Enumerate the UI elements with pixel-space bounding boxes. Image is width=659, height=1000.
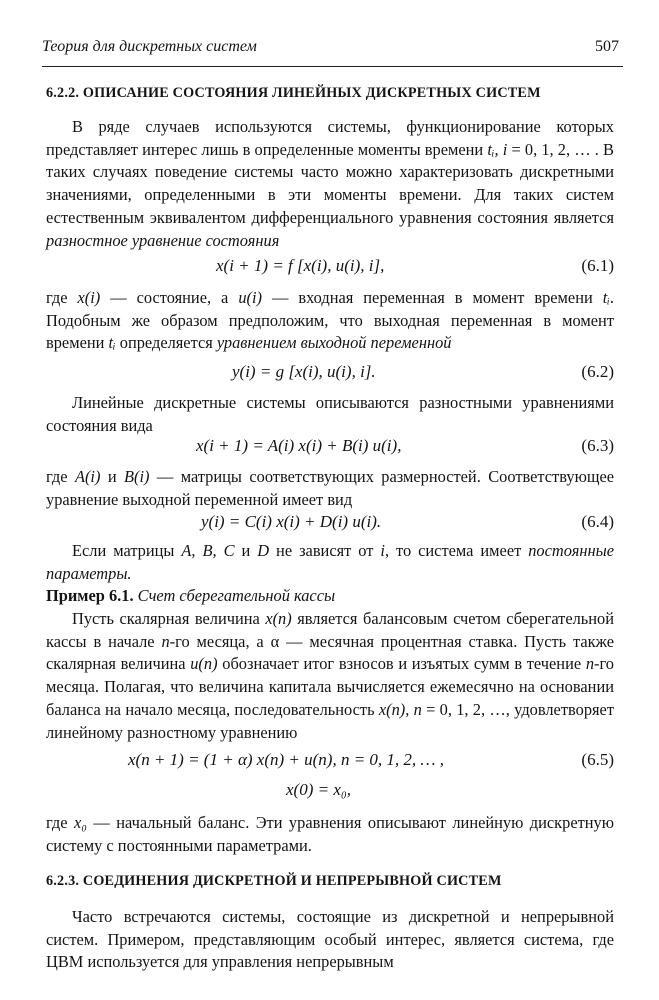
text: где	[46, 467, 75, 486]
symbol: A(i)	[74, 467, 101, 486]
symbol: A, B, C	[181, 541, 235, 560]
symbol: tᵢ	[602, 288, 610, 307]
term-difference-equation: разностное уравнение состояния	[46, 230, 280, 250]
equation-6-3	[46, 436, 614, 460]
section-heading-6-2-2: 6.2.2. ОПИСАНИЕ СОСТОЯНИЯ ЛИНЕЙНЫХ ДИСКРЕТНЫХ СИСТЕМ	[46, 85, 541, 101]
symbol: tᵢ	[108, 333, 116, 353]
symbol: n	[585, 654, 595, 674]
text: , то система имеет	[384, 541, 529, 560]
symbol: x(n), n	[378, 699, 422, 719]
symbol: n	[161, 631, 170, 651]
equation-body: y(i) = C(i) x(i) + D(i) u(i).	[201, 512, 382, 531]
example-heading	[46, 585, 614, 608]
equation-number: (6.3)	[581, 436, 614, 455]
equation-6-4	[46, 512, 614, 536]
equation-6-2	[46, 362, 614, 386]
equation-6-1	[46, 256, 614, 280]
equation-number: (6.1)	[581, 256, 614, 275]
text: = 0, 1, 2, …, удовлетворяет линейному разностному уравнению	[46, 699, 614, 742]
intro-text-cont: = 0, 1, 2, … . В таких случаях поведение системы часто можно характеризовать дискретными значениями, определенными в эти моменты времени. Для таких систем естественным эквивалентом дифференциального уравнения состояния является	[46, 139, 614, 227]
text: не зависят от	[269, 541, 381, 560]
page-number: 507	[595, 38, 619, 55]
intro-text: В ряде случаев используются системы, функционирование которых представляет интерес лишь в определенные моменты времени	[46, 117, 614, 159]
constant-params-paragraph	[46, 540, 614, 585]
matrices-paragraph	[46, 466, 614, 511]
text: обозначает итог взносов и изъятых сумм в течение	[217, 654, 586, 674]
page-header	[42, 36, 623, 67]
symbol: x(n)	[265, 609, 292, 628]
term-constant-params: постоянные параметры.	[46, 541, 614, 583]
example-title: Пример 6.1.	[46, 586, 134, 605]
text: -го месяца. Полагая, что величина капитала вычисляется ежемесячно на основании баланса на начало месяца, последовательность	[46, 654, 614, 719]
initial-condition	[46, 780, 614, 804]
connections-paragraph: Часто встречаются системы, состоящие из дискретной и непрерывной систем. Примером, представляющим особый интерес, является система, где ЦВМ используется для управления непрерывным	[46, 907, 614, 972]
text: . Подобным же образом предположим, что выходная переменная в момент времени	[46, 288, 614, 353]
linear-systems-paragraph: Линейные дискретные системы описываются разностными уравнениями состояния вида	[46, 393, 614, 435]
symbol: D	[257, 541, 270, 560]
section-heading-6-2-3: 6.2.3. СОЕДИНЕНИЯ ДИСКРЕТНОЙ И НЕПРЕРЫВНОЙ СИСТЕМ	[46, 873, 502, 889]
term-output-equation: уравнением выходной переменной	[216, 333, 452, 353]
text: Пусть скалярная величина	[72, 609, 266, 628]
symbol: u(n)	[190, 654, 218, 674]
symbol: u(i)	[238, 288, 262, 307]
equation-number: (6.5)	[581, 750, 614, 769]
equation-body: x(n + 1) = (1 + α) x(n) + u(n), n = 0, 1, 2, … ,	[128, 750, 445, 769]
intro-paragraph	[46, 116, 614, 252]
text: — начальный баланс. Эти уравнения описывают линейную дискретную систему с постоянными параметрами.	[46, 813, 614, 855]
equation-body: x(i + 1) = A(i) x(i) + B(i) u(i),	[196, 436, 402, 455]
equation-body: x(0) = x₀,	[286, 780, 352, 799]
symbol: x(i)	[77, 288, 101, 307]
text: и	[234, 541, 258, 560]
initial-balance-paragraph	[46, 812, 614, 857]
text: — состояние, а	[100, 288, 239, 307]
text: где	[46, 813, 74, 832]
running-title: Теория для дискретных систем	[42, 38, 257, 55]
text: и	[100, 467, 125, 486]
equation-number: (6.4)	[581, 512, 614, 531]
equation-number: (6.2)	[581, 362, 614, 381]
text: Если матрицы	[72, 541, 182, 560]
state-definition-paragraph	[46, 287, 614, 355]
symbol: B(i)	[124, 467, 150, 486]
text: — матрицы соответствующих размерностей. Соответствующее уравнение выходной переменной имеет вид	[46, 467, 614, 509]
time-symbol: tᵢ, i	[487, 139, 508, 159]
text: — входная переменная в момент времени	[261, 288, 603, 307]
example-paragraph	[46, 608, 614, 744]
equation-body: x(i + 1) = f [x(i), u(i), i],	[216, 256, 385, 275]
text: является балансовым счетом сберегательной кассы в начале	[46, 609, 614, 651]
text: где	[46, 288, 78, 307]
equation-6-5	[46, 750, 614, 774]
text: определяется	[115, 333, 217, 353]
example-subtitle: Счет сберегательной кассы	[137, 586, 336, 605]
equation-body: y(i) = g [x(i), u(i), i].	[232, 362, 376, 381]
text: -го месяца, а α — месячная процентная ставка. Пусть также скалярная величина	[46, 631, 614, 674]
symbol: i	[380, 541, 385, 560]
symbol: x₀	[73, 813, 87, 832]
